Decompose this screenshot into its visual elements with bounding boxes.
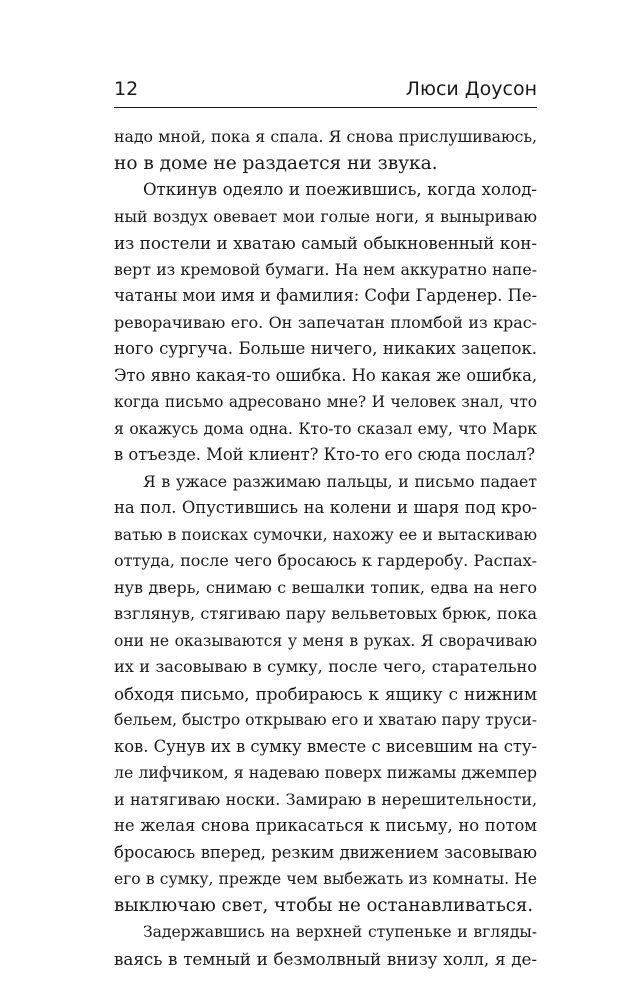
text-line: ваясь в темный и безмолвный внизу холл, я де- — [114, 948, 537, 969]
text-line: чатаны мои имя и фамилия: Софи Гарденер. Пе- — [114, 286, 537, 305]
running-head — [114, 70, 537, 110]
body-text — [114, 124, 537, 972]
text-line: реворачиваю его. Он запечатан пломбой из крас- — [114, 312, 537, 332]
page-number: 12 — [114, 78, 139, 100]
text-line: в отъезде. Мой клиент? Кто-то его сюда послал? — [114, 445, 535, 464]
text-line: ле лифчиком, я надеваю поверх пижамы джемпер — [114, 763, 537, 782]
text-line: ков. Сунув их в сумку вместе с висевшим на сту- — [114, 736, 537, 756]
text-line: Задержавшись на верхней ступеньке и вгляды- — [143, 923, 537, 941]
text-line: когда письмо адресовано мне? И человек знал, что — [114, 393, 537, 411]
text-line: ный воздух овевает мои голые ноги, я выныриваю — [114, 206, 537, 226]
text-line: я окажусь дома одна. Кто-то сказал ему, что Марк — [114, 419, 537, 438]
running-head-author: Люси Доусон — [405, 78, 537, 100]
text-line: бельем, быстро открываю его и хватаю пару труси- — [114, 711, 537, 729]
text-line: обходя письмо, пробираюсь к ящику с нижним — [114, 683, 537, 704]
text-line: бросаюсь вперед, резким движением засовываю — [114, 842, 537, 862]
text-line: Откинув одеяло и поежившись, когда холод- — [143, 180, 537, 199]
text-line: взглянув, стягиваю пару вельветовых брюк, пока — [114, 604, 537, 623]
text-line: оттуда, после чего бросаюсь к гардеробу. Распах- — [114, 551, 537, 570]
text-line: выключаю свет, чтобы не останавливаться. — [114, 894, 534, 916]
text-line: из постели и хватаю самый обыкновенный кон- — [114, 233, 537, 253]
text-line: ного сургуча. Больше ничего, никаких зацепок. — [114, 339, 537, 358]
text-line: его в сумку, прежде чем выбежать из комнаты. Не — [114, 870, 537, 888]
text-line: не желая снова прикасаться к письму, но потом — [114, 816, 537, 835]
text-line: нув дверь, снимаю с вешалки топик, едва на него — [114, 577, 537, 597]
text-line: их и засовываю в сумку, после чего, старательно — [114, 657, 537, 676]
text-line: и натягиваю носки. Замираю в нерешительности, — [114, 789, 537, 809]
text-line: ватью в поисках сумочки, нахожу ее и вытаскиваю — [114, 525, 537, 544]
text-line: Я в ужасе разжимаю пальцы, и письмо падает — [143, 471, 537, 491]
text-line: они не оказываются у меня в руках. Я сворачиваю — [114, 631, 537, 650]
text-line: Это явно какая-то ошибка. Но какая же ошибка, — [114, 365, 537, 385]
text-line: но в доме не раздается ни звука. — [114, 152, 438, 174]
header-rule — [114, 107, 537, 108]
text-line: надо мной, пока я спала. Я снова прислушиваюсь, — [114, 127, 537, 146]
text-line: верт из кремовой бумаги. На нем аккуратно напе- — [114, 259, 537, 279]
text-line: на пол. Опустившись на колени и шаря под кро- — [114, 498, 537, 517]
